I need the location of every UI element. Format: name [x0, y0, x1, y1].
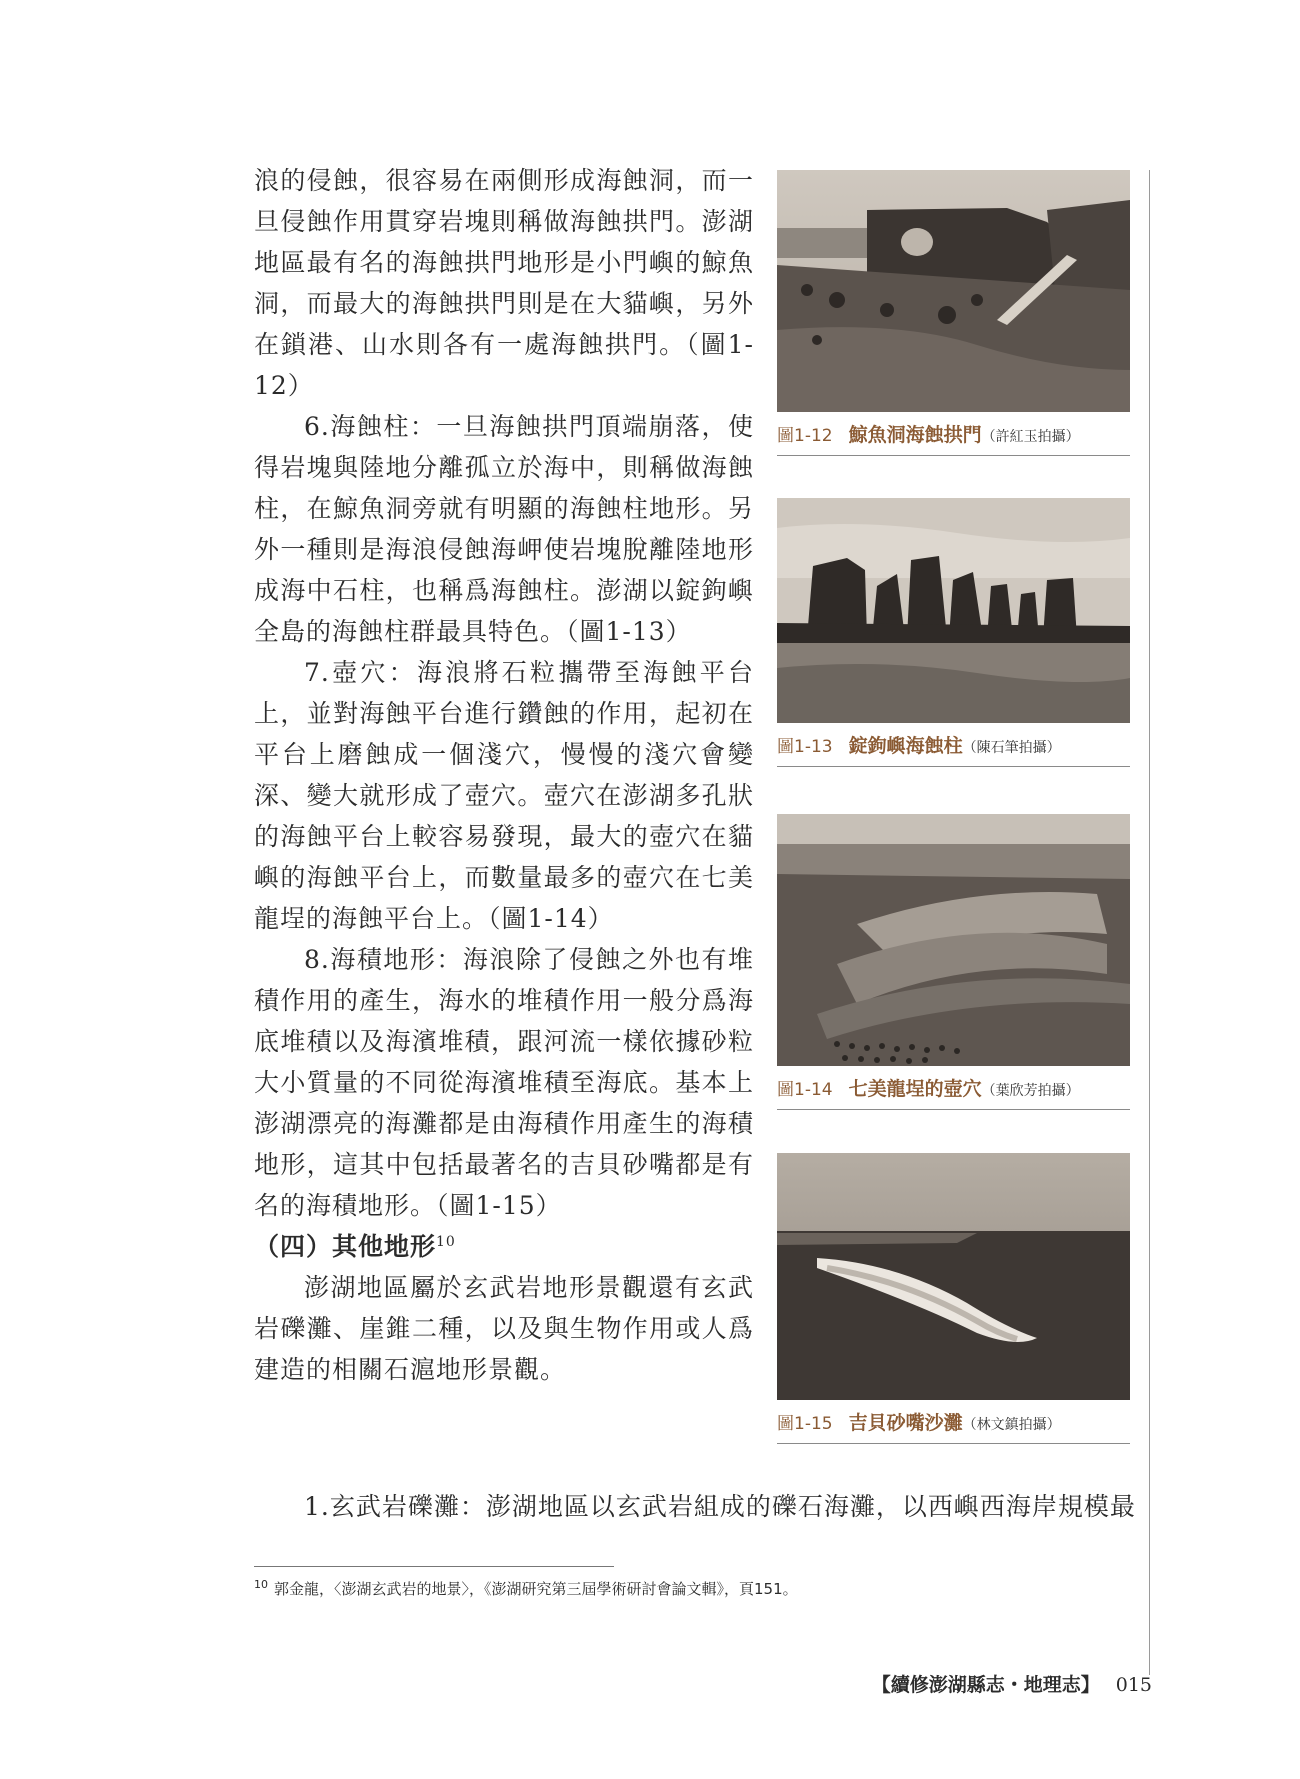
photo-potholes — [777, 814, 1130, 1066]
body-paragraph: 6.海蝕柱：一旦海蝕拱門頂端崩落，使得岩塊與陸地分離孤立於海中，則稱做海蝕柱，在鯨魚洞旁就有明顯的海蝕柱地形。另外一種則是海浪侵蝕海岬使岩塊脫離陸地形成海中石柱，也稱爲海蝕柱。澎湖以錠鉤嶼全島的海蝕柱群最具特色。（圖1-13） — [254, 412, 754, 646]
footnote-number: 10 — [254, 1578, 268, 1591]
page-footer — [872, 1670, 1152, 1697]
body-paragraph: 浪的侵蝕，很容易在兩側形成海蝕洞，而一旦侵蝕作用貫穿岩塊則稱做海蝕拱門。澎湖地區最有名的海蝕拱門地形是小門嶼的鯨魚洞，而最大的海蝕拱門則是在大貓嶼，另外在鎖港、山水則各有一處海蝕拱門。（圖1-12） — [254, 166, 754, 400]
photo-sea-stacks — [777, 498, 1130, 723]
column-divider — [1149, 170, 1150, 1675]
main-text-column — [254, 160, 754, 1390]
figure-number: 圖1-14 — [777, 1080, 833, 1100]
figure-title: 鯨魚洞海蝕拱門 — [848, 424, 982, 446]
figure-title: 吉貝砂嘴沙灘 — [848, 1412, 963, 1434]
figure-number: 圖1-15 — [777, 1414, 833, 1434]
figure-1-12 — [777, 170, 1130, 456]
photo-sandspit — [777, 1153, 1130, 1400]
figure-caption — [777, 420, 1130, 456]
figure-caption — [777, 1074, 1130, 1110]
body-continuation-line: 1.玄武岩礫灘：澎湖地區以玄武岩組成的礫石海灘，以西嶼西海岸規模最 — [304, 1492, 1136, 1521]
body-paragraph: 8.海積地形：海浪除了侵蝕之外也有堆積作用的產生，海水的堆積作用一般分爲海底堆積以及海濱堆積，跟河流一樣依據砂粒大小質量的不同從海濱堆積至海底。基本上澎湖漂亮的海灘都是由海積作用產生的海積地形，這其中包括最著名的吉貝砂嘴都是有名的海積地形。（圖1-15） — [254, 945, 754, 1220]
figure-number: 圖1-13 — [777, 737, 833, 757]
footnote-divider — [254, 1566, 614, 1567]
photo-sea-arch — [777, 170, 1130, 412]
section-heading — [254, 1226, 754, 1267]
figure-caption — [777, 1408, 1130, 1444]
footnote — [254, 1578, 798, 1599]
figure-credit: （林文鎮拍攝） — [962, 1417, 1061, 1433]
body-paragraph: 7.壺穴：海浪將石粒攜帶至海蝕平台上，並對海蝕平台進行鑽蝕的作用，起初在平台上磨蝕成一個淺穴，慢慢的淺穴會變深、變大就形成了壺穴。壺穴在澎湖多孔狀的海蝕平台上較容易發現，最大的壺穴在貓嶼的海蝕平台上，而數量最多的壺穴在七美龍埕的海蝕平台上。（圖1-14） — [254, 658, 754, 933]
section-heading-text: （四）其他地形 — [254, 1232, 437, 1261]
figure-1-15 — [777, 1153, 1130, 1444]
figure-credit: （陳石筆拍攝） — [962, 740, 1061, 756]
figure-credit: （葉欣芳拍攝） — [981, 1083, 1080, 1099]
figure-1-13 — [777, 498, 1130, 767]
figure-number: 圖1-12 — [777, 426, 833, 446]
figure-1-14 — [777, 814, 1130, 1110]
running-footer-title: 【續修澎湖縣志・地理志】 — [871, 1674, 1100, 1696]
footnote-text: 郭金龍，〈澎湖玄武岩的地景〉，《澎湖研究第三屆學術研討會論文輯》，頁151。 — [274, 1580, 798, 1598]
footnote-reference[interactable]: 10 — [436, 1234, 456, 1250]
figure-title: 錠鉤嶼海蝕柱 — [848, 735, 963, 757]
figure-caption — [777, 731, 1130, 767]
figure-title: 七美龍埕的壺穴 — [848, 1078, 982, 1100]
figure-credit: （許紅玉拍攝） — [981, 429, 1080, 445]
body-paragraph: 澎湖地區屬於玄武岩地形景觀還有玄武岩礫灘、崖錐二種，以及與生物作用或人爲建造的相關石滬地形景觀。 — [254, 1273, 754, 1384]
page-number: 015 — [1115, 1674, 1152, 1696]
